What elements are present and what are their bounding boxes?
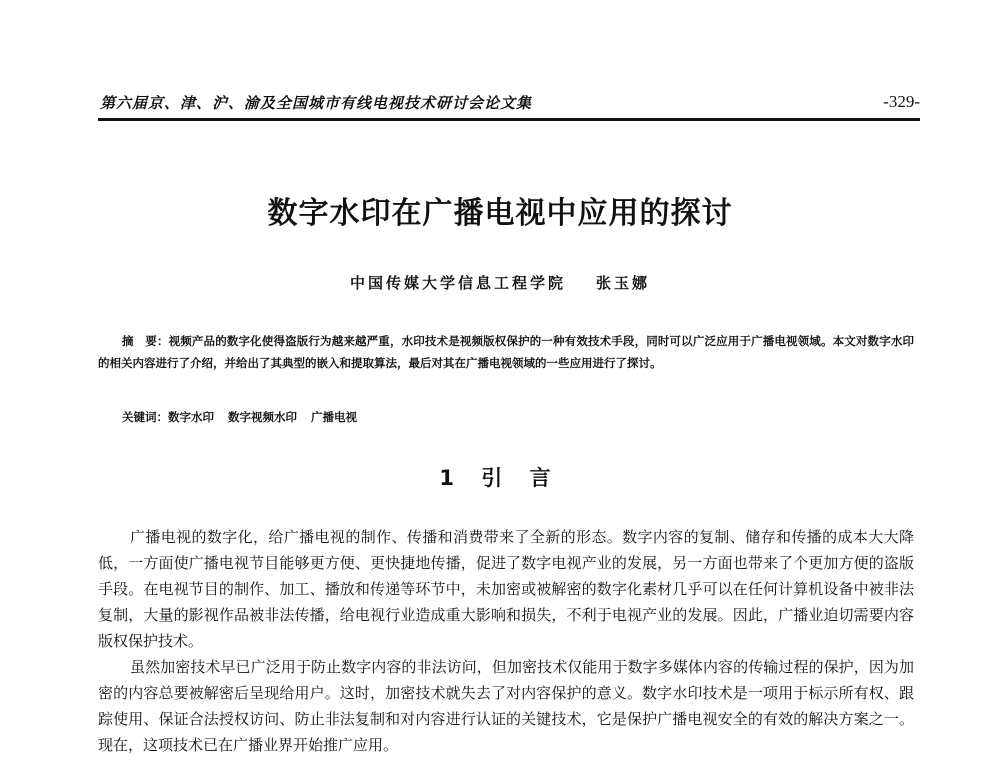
running-header [98, 88, 920, 121]
keyword: 数字视频水印 [228, 410, 297, 424]
abstract [98, 330, 914, 374]
paper-title: 数字水印在广播电视中应用的探讨 [267, 196, 733, 231]
author-name: 张玉娜 [596, 274, 651, 292]
author-line [0, 272, 1000, 293]
keyword: 数字水印 [168, 410, 214, 424]
section-heading: 1 引 言 [439, 466, 561, 490]
affiliation: 中国传媒大学信息工程学院 [349, 274, 566, 292]
abstract-label: 摘 要： [122, 334, 169, 348]
keyword: 广播电视 [311, 410, 357, 424]
keywords-label: 关键词： [122, 410, 168, 424]
body-text [98, 524, 914, 758]
proceedings-title: 第六届京、津、沪、渝及全国城市有线电视技术研讨会论文集 [100, 94, 533, 112]
paragraph: 虽然加密技术早已广泛用于防止数字内容的非法访问，但加密技术仅能用于数字多媒体内容的传输过程的保护，因为加密的内容总要被解密后呈现给用户。这时，加密技术就失去了对内容保护的意义。数字水印技术是一项用于标示所有权、跟踪使用、保证合法授权访问、防止非法复制和对内容进行认证的关键技术，它是保护广播电视安全的有效的解决方案之一。现在，这项技术已在广播业界开始推广应用。 [98, 658, 914, 754]
keywords [122, 406, 912, 428]
abstract-text: 视频产品的数字化使得盗版行为越来越严重，水印技术是视频版权保护的一种有效技术手段，同时可以广泛应用于广播电视领域。本文对数字水印的相关内容进行了介绍，并给出了其典型的嵌入和提取算法，最后对其在广播电视领域的一些应用进行了探讨。 [98, 334, 915, 370]
paragraph: 广播电视的数字化，给广播电视的制作、传播和消费带来了全新的形态。数字内容的复制、储存和传播的成本大大降低，一方面使广播电视节目能够更方便、更快捷地传播，促进了数字电视产业的发展，另一方面也带来了个更加方便的盗版手段。在电视节目的制作、加工、播放和传递等环节中，未加密或被解密的数字化素材几乎可以在任何计算机设备中被非法复制，大量的影视作品被非法传播，给电视行业造成重大影响和损失，不利于电视产业的发展。因此，广播业迫切需要内容版权保护技术。 [98, 528, 914, 650]
page-number: -329- [883, 92, 920, 111]
